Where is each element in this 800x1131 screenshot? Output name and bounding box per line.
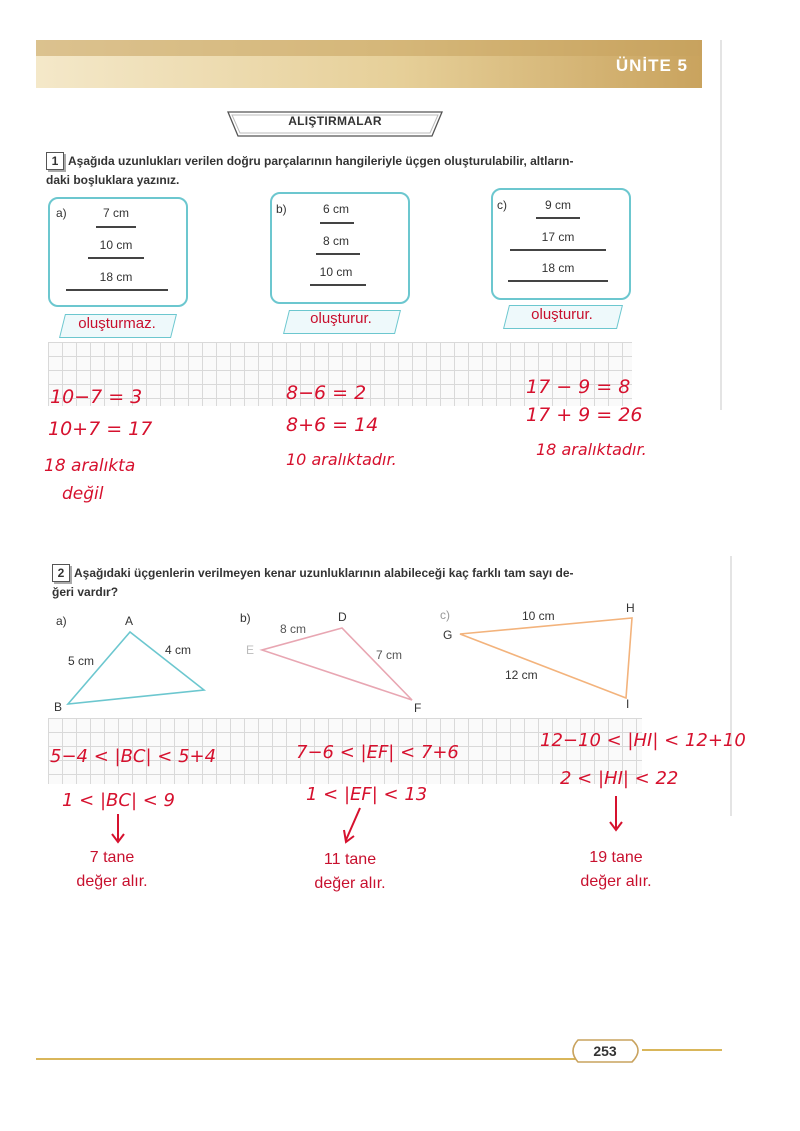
section-title: ALIŞTIRMALAR: [288, 114, 382, 128]
q2-c-result-count: 19 tane: [589, 849, 643, 866]
q2-tri-c-side-GH: 10 cm: [522, 609, 555, 623]
q1-b-seg1-label: 6 cm: [322, 202, 349, 216]
q1-a-seg2: [88, 257, 144, 259]
q1-a-seg1: [96, 226, 136, 228]
q1-c-seg2: [510, 249, 606, 251]
q1-text: [46, 152, 696, 190]
q1-box-b-letter: b): [276, 202, 287, 216]
q1-a-seg2-label: 10 cm: [99, 238, 133, 252]
q1-a-seg1-label: 7 cm: [102, 206, 129, 220]
q1-a-seg3: [66, 289, 168, 291]
unit-header-band: [36, 40, 702, 88]
q1-b-work-1: 8−6 = 2: [286, 382, 367, 404]
q2-a-work-2: 1 < |BC| < 9: [62, 790, 176, 811]
q2-tri-b-vertex-F: F: [414, 701, 422, 715]
q2-tri-c-letter: c): [440, 608, 450, 622]
q2-tri-a-side-AC: 4 cm: [165, 643, 192, 657]
page-edge: [720, 40, 722, 410]
q2-a-result: [62, 846, 162, 894]
q2-number: 2: [52, 564, 70, 582]
q2-tri-a-vertex-B: B: [54, 700, 63, 714]
q1-answer-c: oluşturur.: [531, 306, 593, 323]
q2-a-arrow-icon: [108, 812, 128, 846]
q2-tri-c-vertex-G: G: [443, 628, 453, 642]
q1-a-work-1: 10−7 = 3: [50, 386, 143, 408]
q2-c-arrow-icon: [606, 794, 626, 834]
q1-c-work-2: 17 + 9 = 26: [526, 404, 643, 426]
unit-title: ÜNİTE 5: [615, 56, 688, 75]
q1-c-work-1: 17 − 9 = 8: [526, 376, 631, 398]
q1-c-work-3: 18 aralıktadır.: [536, 440, 647, 459]
page-edge-2: [730, 556, 732, 816]
q1-text-line2: daki boşluklara yazınız.: [46, 173, 180, 187]
q2-c-work-2: 2 < |HI| < 22: [560, 768, 679, 789]
q1-text-line1: Aşağıda uzunlukları verilen doğru parçalarının hangileriyle üçgen oluşturulabilir, altların-: [68, 154, 574, 168]
q1-b-seg3: [310, 284, 366, 286]
q2-tri-b-vertex-D: D: [338, 610, 347, 624]
q2-c-result-text: değer alır.: [580, 873, 652, 890]
q2-c-work-1: 12−10 < |HI| < 12+10: [540, 730, 746, 751]
q2-tri-c-side-GI: 12 cm: [505, 668, 538, 682]
q2-text-line1: Aşağıdaki üçgenlerin verilmeyen kenar uzunluklarının alabileceği kaç farklı tam sayı de-: [74, 566, 574, 580]
q2-b-arrow-icon: [340, 806, 364, 846]
q1-a-work-3: 18 aralıkta: [44, 456, 136, 476]
q2-tri-b-side-DE: 8 cm: [280, 622, 307, 636]
q2-b-result-text: değer alır.: [314, 875, 386, 892]
q2-text-line2: ğeri vardır?: [52, 585, 119, 599]
q2-b-result-count: 11 tane: [323, 851, 377, 868]
footer-line-left: [36, 1058, 576, 1060]
q2-a-result-count: 7 tane: [89, 849, 135, 866]
q1-a-seg3-label: 18 cm: [99, 270, 133, 284]
q1-b-work-3: 10 aralıktadır.: [286, 450, 397, 469]
q1-c-seg1: [536, 217, 580, 219]
q2-triangle-b: [250, 618, 430, 708]
q2-tri-a-vertex-A: A: [125, 614, 134, 628]
q1-answer-b: oluşturur.: [310, 310, 372, 327]
q1-c-seg3-label: 18 cm: [541, 261, 575, 275]
q1-b-seg1: [320, 222, 354, 224]
q1-number: 1: [46, 152, 64, 170]
q1-b-work-2: 8+6 = 14: [286, 414, 379, 436]
q1-box-a-letter: a): [56, 206, 67, 220]
q2-a-work-1: 5−4 < |BC| < 5+4: [50, 746, 217, 767]
q2-b-result: [300, 848, 400, 896]
q2-tri-c-vertex-I: I: [626, 697, 630, 711]
q2-text: [52, 564, 702, 602]
q1-c-seg2-label: 17 cm: [541, 230, 575, 244]
footer-line-right: [642, 1049, 722, 1051]
q1-c-seg3: [508, 280, 608, 282]
q1-b-seg3-label: 10 cm: [319, 265, 353, 279]
q2-tri-b-side-DF: 7 cm: [376, 648, 403, 662]
q2-triangle-c: [450, 610, 640, 704]
q1-b-seg2: [316, 253, 360, 255]
q1-a-work-2: 10+7 = 17: [48, 418, 153, 440]
q2-tri-c-vertex-H: H: [626, 601, 635, 615]
q2-tri-b-vertex-E: E: [246, 643, 255, 657]
q2-triangle-a: [60, 624, 220, 720]
q1-c-seg1-label: 9 cm: [544, 198, 571, 212]
q1-b-seg2-label: 8 cm: [322, 234, 349, 248]
q2-tri-a-side-AB: 5 cm: [68, 654, 95, 668]
q1-a-work-4: değil: [62, 484, 104, 504]
q2-b-work-1: 7−6 < |EF| < 7+6: [296, 742, 459, 763]
q2-b-work-2: 1 < |EF| < 13: [306, 784, 428, 805]
q2-a-result-text: değer alır.: [76, 873, 148, 890]
page-number: 253: [593, 1043, 617, 1059]
q1-answer-a: oluşturmaz.: [78, 315, 156, 332]
q2-tri-a-letter: a): [56, 614, 67, 628]
q2-c-result: [566, 846, 666, 894]
q1-box-c-letter: c): [497, 198, 507, 212]
q2-tri-b-letter: b): [240, 611, 251, 625]
